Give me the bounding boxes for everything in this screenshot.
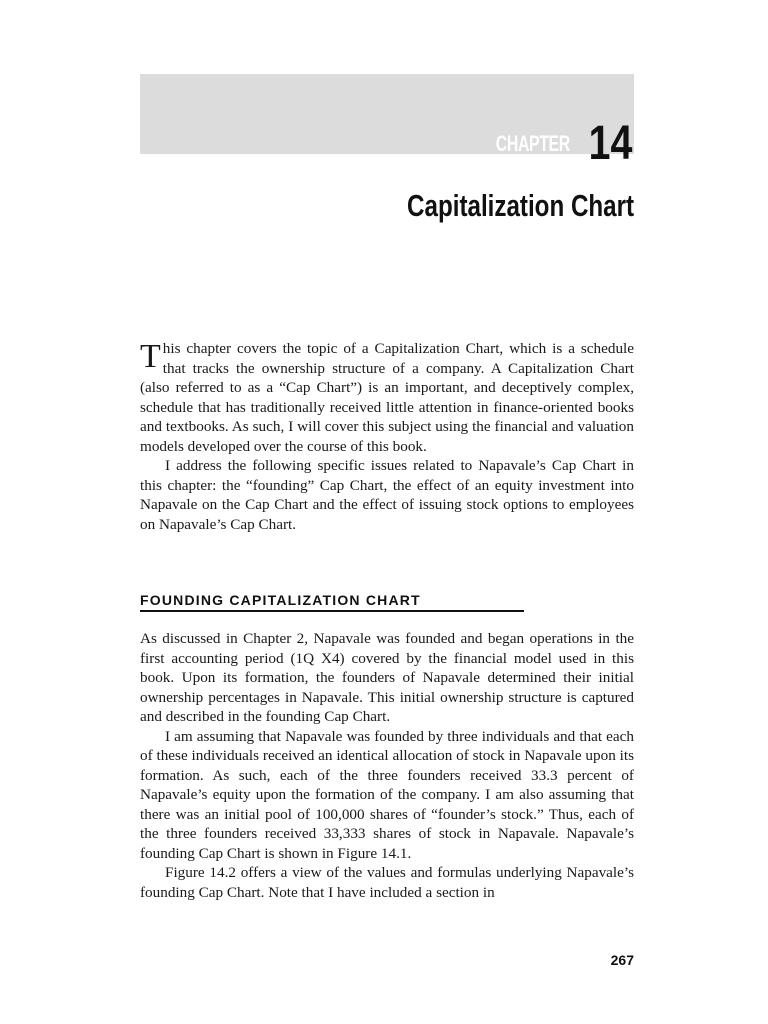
section-paragraph-1: As discussed in Chapter 2, Napavale was founded and began operations in the first accounting period (1Q X4) covered by the financial model used in this book. Upon its formation, the founders of Napavale determined their initial ownership percentages in Napavale. This initial ownership structure is captured and described in the founding Cap Chart. [140,630,634,725]
intro-paragraph-1-text: his chapter covers the topic of a Capitalization Chart, which is a schedule that tracks the ownership structure of a company. A Capitalization Chart (also referred to as a “Cap Chart”) is an important, and deceptively complex, schedule that has traditionally received little attention in finance-oriented books and textbooks. As such, I will cover this subject using the financial and valuation models developed over the course of this book. [140,340,634,455]
chapter-label-wrap [467,133,570,156]
section-body [140,629,634,902]
section-paragraph-2: I am assuming that Napavale was founded by three individuals and that each of these individuals received an identical allocation of stock in Napavale upon its formation. As such, each of the three founders received 33.3 percent of Napavale’s equity upon the formation of the company. I am also assuming that there was an initial pool of 100,000 shares of “founder’s stock.” Thus, each of the three founders received 33,333 shares of stock in Napavale. Napavale’s founding Cap Chart is shown in Figure 14.1. [140,727,634,862]
section-heading: FOUNDING CAPITALIZATION CHART [140,592,524,612]
intro-text [140,339,634,534]
drop-cap: T [140,338,161,375]
section-paragraph-3: Figure 14.2 offers a view of the values and formulas underlying Napavale’s founding Cap Chart. Note that I have included a section in [140,864,634,901]
intro-paragraph-2: I address the following specific issues related to Napavale’s Cap Chart in this chapter: the “founding” Cap Chart, the effect of an equity investment into Napavale on the Cap Chart and the effect of issuing stock options to employees on Napavale’s Cap Chart. [140,457,634,533]
page-number: 267 [610,952,634,968]
chapter-label: CHAPTER [495,131,570,156]
chapter-number: 14 [588,117,632,170]
chapter-title: Capitalization Chart [406,188,634,223]
intro-paragraph-1 [140,339,634,456]
